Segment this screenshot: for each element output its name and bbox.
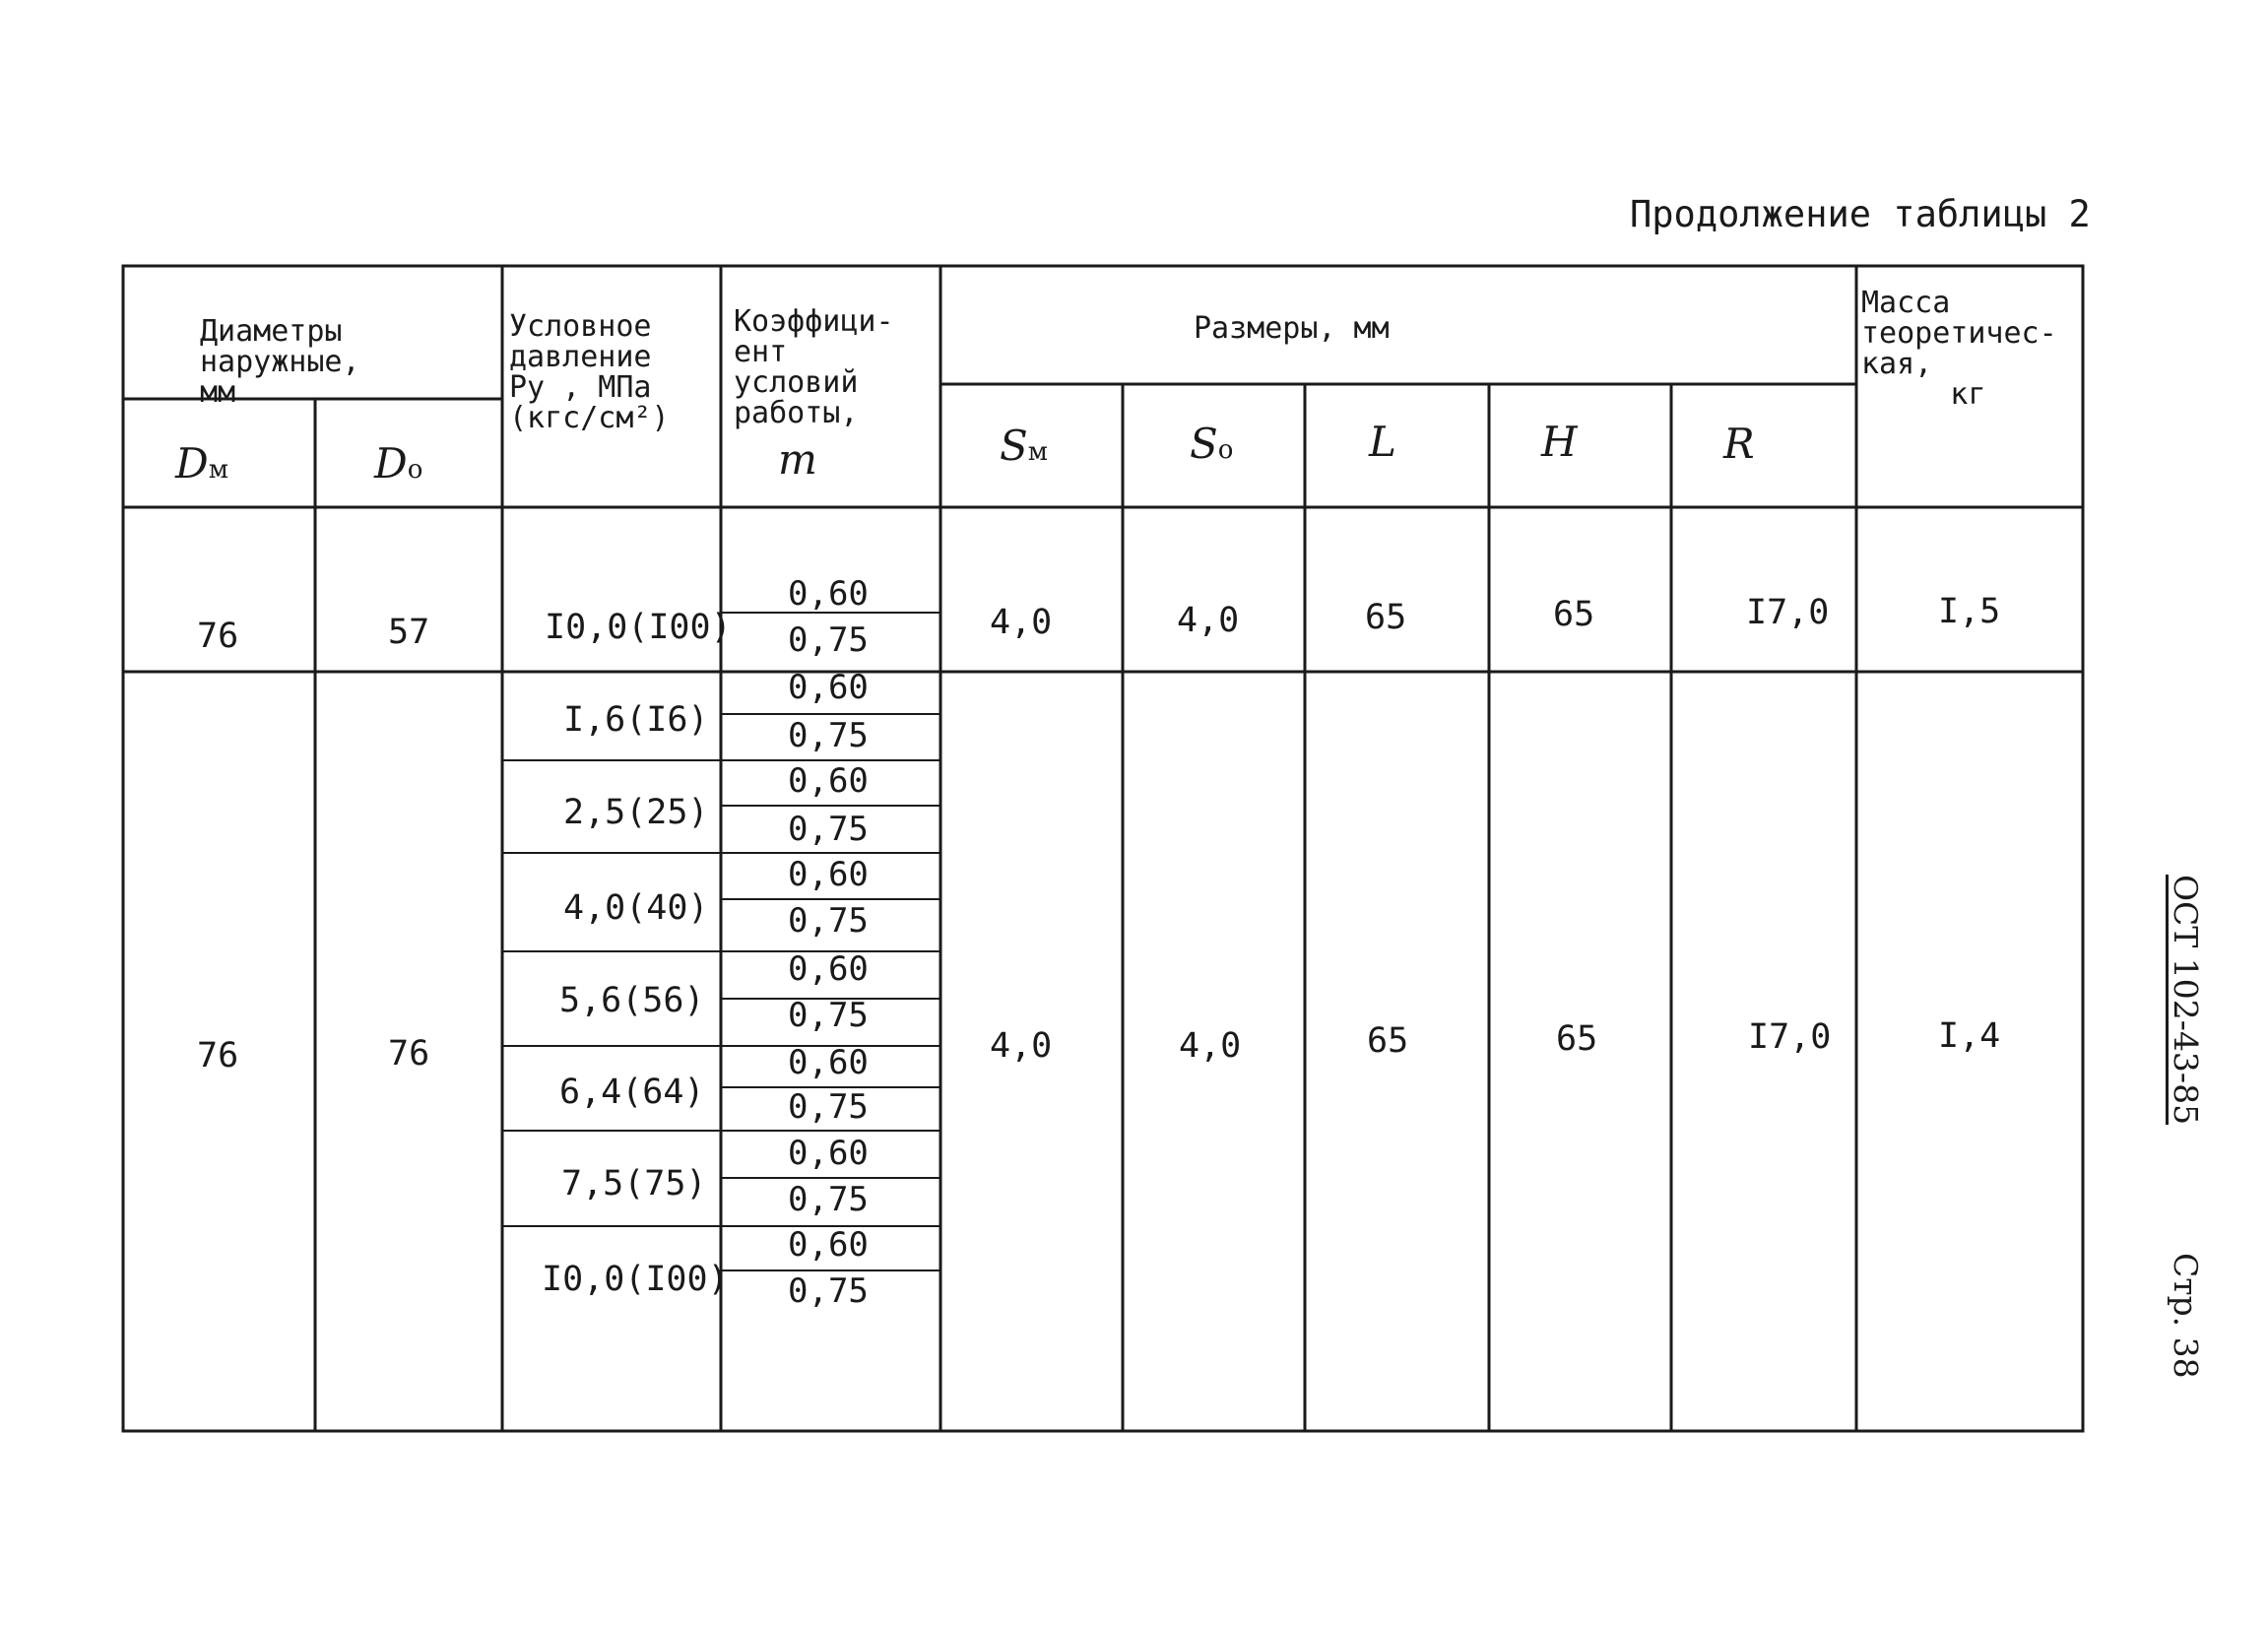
page-number: Стр. 38 (2167, 1253, 2205, 1379)
row2-coef-8: 0,75 (788, 996, 869, 1035)
header-s-o-subscript: о (1217, 435, 1234, 465)
row1-l: 65 (1365, 598, 1407, 637)
document-code: ОСТ 102-43-85 (2167, 875, 2205, 1126)
header-coefficient-symbol: m (778, 435, 817, 484)
row2-coef-10: 0,75 (788, 1087, 869, 1127)
header-sizes: Размеры, мм (1194, 311, 1390, 346)
header-s-m (1000, 422, 1049, 470)
row2-coef-2: 0,75 (788, 716, 869, 755)
row2-pressure-3: 4,0(40) (563, 888, 709, 928)
header-mass: Масса теоретичес- кая, кг (1861, 286, 2057, 412)
row2-coef-1: 0,60 (788, 668, 869, 707)
header-s-m-subscript: м (1027, 437, 1049, 467)
row2-d-o: 76 (388, 1034, 430, 1074)
row2-coef-13: 0,60 (788, 1225, 869, 1265)
row2-pressure-6: 7,5(75) (561, 1164, 707, 1204)
row2-pressure-1: I,6(I6) (563, 700, 709, 740)
row2-coef-12: 0,75 (788, 1180, 869, 1219)
header-diameters: Диаметры наружные, мм (200, 314, 360, 410)
row1-d-o: 57 (388, 613, 430, 652)
header-h: H (1541, 418, 1578, 466)
row2-coef-9: 0,60 (788, 1043, 869, 1082)
row2-pressure-4: 5,6(56) (559, 981, 705, 1020)
table-border (123, 266, 2083, 1431)
header-s-o-symbol: S (1190, 420, 1218, 468)
row2-coef-3: 0,60 (788, 761, 869, 801)
row2-coef-6: 0,75 (788, 901, 869, 941)
row1-coef-1: 0,60 (788, 574, 869, 614)
row2-coef-11: 0,60 (788, 1134, 869, 1173)
header-coefficient: Коэффици- ент условий работы, (734, 304, 894, 430)
row2-h: 65 (1556, 1019, 1598, 1059)
header-s-o (1190, 420, 1234, 468)
row2-coef-7: 0,60 (788, 949, 869, 989)
row2-l: 65 (1367, 1021, 1409, 1061)
header-s-m-symbol: S (1000, 422, 1028, 470)
row2-s-o: 4,0 (1179, 1026, 1242, 1066)
row1-mass: I,5 (1938, 592, 2001, 631)
row1-pressure: I0,0(I00) (545, 608, 732, 647)
row2-coef-14: 0,75 (788, 1271, 869, 1311)
row2-r: I7,0 (1748, 1017, 1832, 1057)
row2-s-m: 4,0 (990, 1026, 1053, 1066)
header-d-m (175, 439, 228, 488)
row1-coef-2: 0,75 (788, 620, 869, 660)
row2-pressure-7: I0,0(I00) (542, 1260, 729, 1299)
header-d-m-subscript: м (208, 455, 228, 485)
header-l: L (1369, 418, 1396, 466)
table-caption: Продолжение таблицы 2 (1630, 193, 2091, 235)
header-d-m-symbol: D (175, 439, 209, 488)
row2-coef-4: 0,75 (788, 810, 869, 849)
header-d-o (374, 439, 423, 488)
row2-pressure-5: 6,4(64) (559, 1073, 705, 1112)
header-d-o-symbol: D (374, 439, 408, 488)
row2-d-m: 76 (197, 1036, 239, 1075)
row1-h: 65 (1553, 595, 1595, 634)
row1-r: I7,0 (1746, 593, 1830, 632)
row2-mass: I,4 (1938, 1016, 2001, 1056)
row1-d-m: 76 (197, 617, 239, 656)
row2-coef-5: 0,60 (788, 855, 869, 894)
row1-s-o: 4,0 (1177, 601, 1240, 640)
header-d-o-subscript: о (407, 455, 423, 485)
header-r: R (1723, 420, 1755, 468)
row2-pressure-2: 2,5(25) (563, 793, 709, 832)
row1-s-m: 4,0 (990, 603, 1053, 642)
header-pressure: Условное давление Pу , МПа (кгс/см²) (509, 309, 670, 435)
